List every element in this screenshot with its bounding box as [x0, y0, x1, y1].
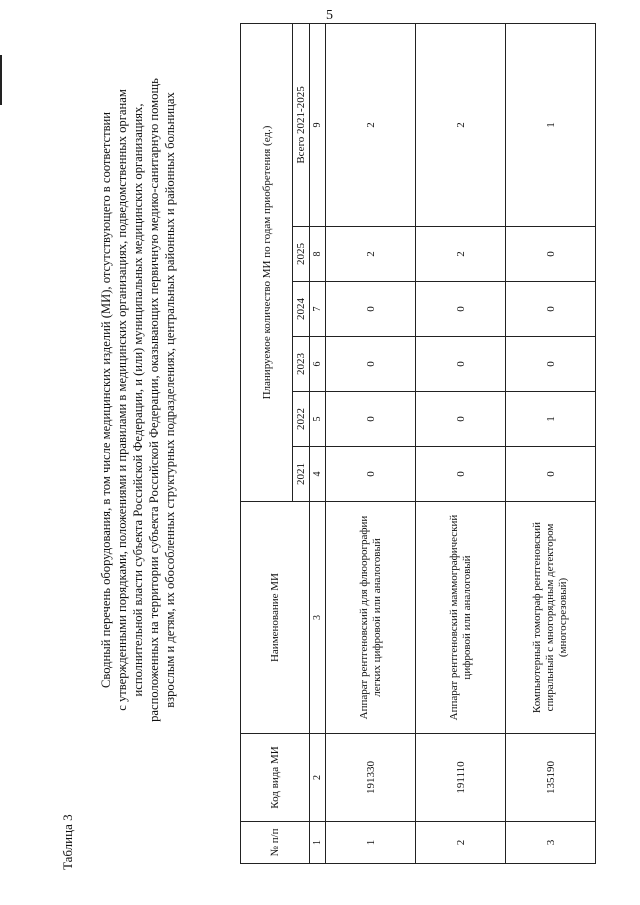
- row-num: 3: [506, 822, 596, 864]
- row-code: 191330: [326, 734, 416, 822]
- row-value: 1: [506, 392, 596, 447]
- index-cell: 4: [310, 447, 326, 502]
- row-value: 2: [326, 227, 416, 282]
- index-cell: 2: [310, 734, 326, 822]
- row-value: 0: [506, 447, 596, 502]
- row-total: 2: [416, 23, 506, 226]
- rotated-page-content: [40, 15, 600, 870]
- heading-line: Сводный перечень оборудования, в том числе медицинских изделий (МИ), отсутствующего в соответствии: [99, 111, 113, 689]
- row-name: Компьютерный томограф рентгеновский спиральный с многорядным детектором (многосрезовый): [506, 502, 596, 734]
- row-name: Аппарат рентгеновский для флюорографии легких цифровой или аналоговый: [326, 502, 416, 734]
- heading-line: взрослым и детям, их обособленных структурных подразделениях, центральных районных и районных больницах: [163, 92, 177, 708]
- header-year: 2023: [293, 337, 310, 392]
- row-value: 0: [416, 392, 506, 447]
- table-label: Таблица 3: [60, 814, 75, 870]
- table-row: [416, 23, 506, 863]
- row-num: 1: [326, 822, 416, 864]
- row-value: 0: [506, 282, 596, 337]
- row-value: 2: [416, 227, 506, 282]
- index-cell: 6: [310, 337, 326, 392]
- header-code: Код вида МИ: [241, 734, 310, 822]
- row-value: 0: [416, 337, 506, 392]
- row-total: 2: [326, 23, 416, 226]
- index-cell: 1: [310, 822, 326, 864]
- row-name: Аппарат рентгеновский маммографический цифровой или аналоговый: [416, 502, 506, 734]
- row-value: 0: [506, 337, 596, 392]
- heading-line: с утвержденными порядками, положениями и правилами в медицинских организациях, подведомственных органам: [115, 89, 129, 711]
- header-total: Всего 2021-2025: [293, 23, 310, 226]
- row-value: 0: [506, 227, 596, 282]
- index-cell: 7: [310, 282, 326, 337]
- row-value: 0: [326, 392, 416, 447]
- row-total: 1: [506, 23, 596, 226]
- heading-line: расположенных на территории субъекта Российской Федерации, оказывающих первичную медико-санитарную помощь: [147, 78, 161, 722]
- header-year: 2024: [293, 282, 310, 337]
- page-number: 5: [326, 8, 333, 23]
- header-year: 2025: [293, 227, 310, 282]
- row-num: 2: [416, 822, 506, 864]
- header-name: Наименование МИ: [241, 502, 310, 734]
- index-cell: 3: [310, 502, 326, 734]
- row-value: 0: [326, 337, 416, 392]
- row-value: 0: [326, 447, 416, 502]
- row-code: 191110: [416, 734, 506, 822]
- table-row: [326, 23, 416, 863]
- index-cell: 5: [310, 392, 326, 447]
- header-year: 2021: [293, 447, 310, 502]
- header-year: 2022: [293, 392, 310, 447]
- index-cell: 9: [310, 23, 326, 226]
- index-cell: 8: [310, 227, 326, 282]
- row-value: 0: [416, 447, 506, 502]
- table-row: [506, 23, 596, 863]
- header-planned: Планируемое количество МИ по годам приобретения (ед.): [241, 23, 293, 501]
- table-heading: [98, 30, 178, 770]
- equipment-table: [240, 23, 596, 864]
- row-code: 135190: [506, 734, 596, 822]
- row-value: 0: [326, 282, 416, 337]
- heading-line: исполнительной власти субъекта Российской Федерации, и (или) муниципальных медицинских организациях,: [131, 103, 145, 697]
- row-value: 0: [416, 282, 506, 337]
- scan-edge-mark: [0, 55, 2, 105]
- header-num: № п/п: [241, 822, 310, 864]
